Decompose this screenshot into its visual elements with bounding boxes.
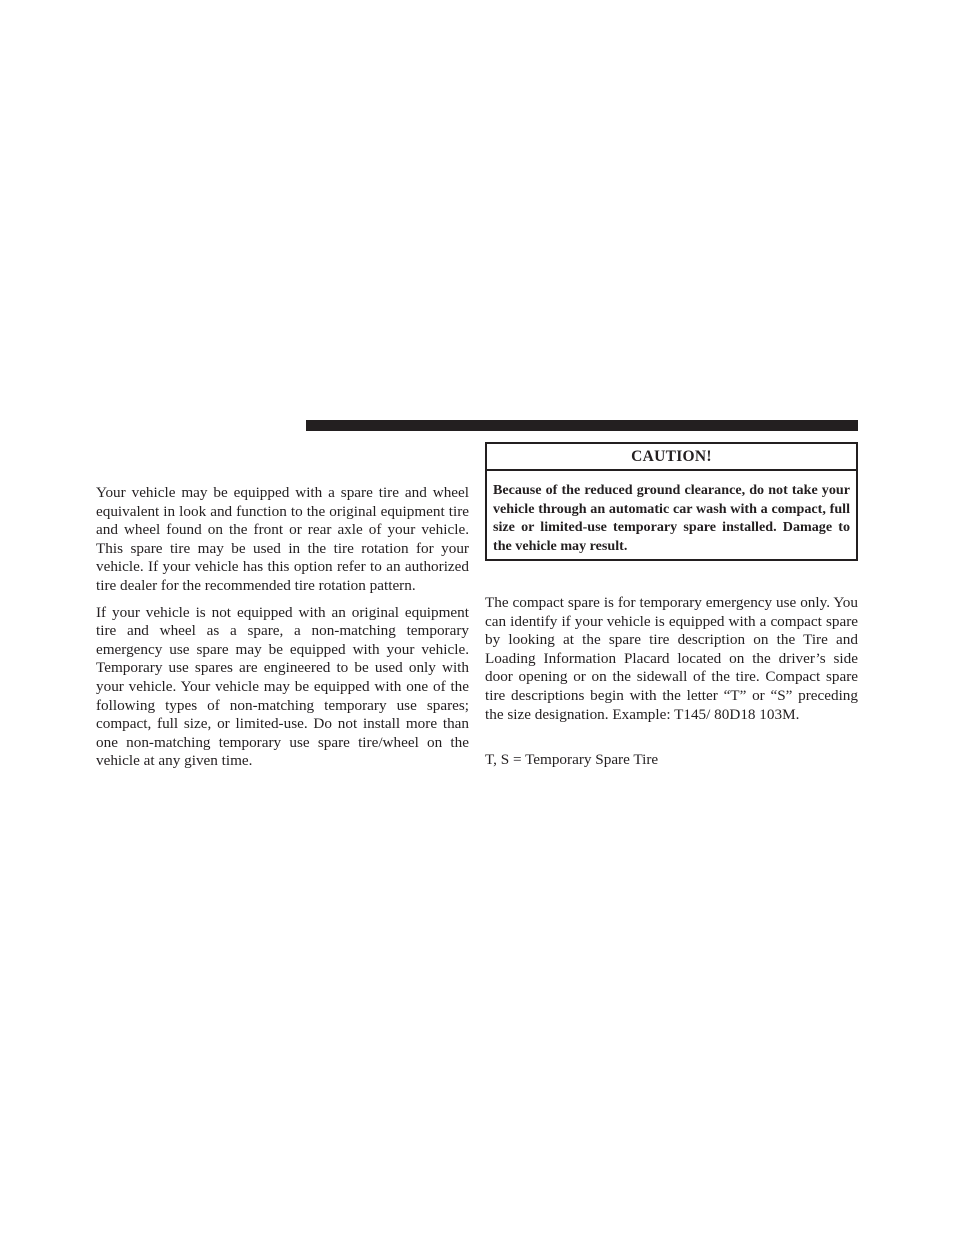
caution-text: Because of the reduced ground clearance, do not take your vehicle through an automatic car wash with a compact, full size or limited-use temporary spare installed. Damage to the vehicle may result. — [493, 482, 850, 554]
compact-spare-paragraph: The compact spare is for temporary emergency use only. You can identify if your vehicle is equipped with a compact spare by looking at the spare tire description on the Tire and Loading Information Placard located on the driver’s side door opening or on the sidewall of the tire. Compact spare tire descriptions begin with the letter “T” or “S” preceding the size designation. Example: T145/ 80D18 103M. — [485, 594, 858, 723]
non-matching-spare-paragraph: If your vehicle is not equipped with an original equipment tire and wheel as a spare, a non-matching temporary emergency use spare may be equipped with your vehicle. Temporary use spares are engineered to be used only with your vehicle. Your vehicle may be equipped with one of the following types of non-matching temporary use spares; compact, full size, or limited-use. Do not install more than one non-matching temporary use spare tire/wheel on the vehicle at any given time. — [96, 603, 469, 770]
spare-tire-paragraph: Your vehicle may be equipped with a spare tire and wheel equivalent in look and function to the original equipment tire and wheel found on the front or rear axle of your vehicle. This spare tire may be used in the tire rotation for your vehicle. If your vehicle has this option refer to an authorized tire dealer for the recommended tire rotation pattern. — [96, 484, 469, 594]
left-column — [96, 484, 469, 771]
caution-box — [485, 442, 858, 561]
caution-heading: CAUTION! — [487, 444, 856, 471]
right-column — [485, 594, 858, 724]
temporary-spare-definition: T, S = Temporary Spare Tire — [485, 751, 659, 768]
section-header-rule — [306, 420, 858, 431]
